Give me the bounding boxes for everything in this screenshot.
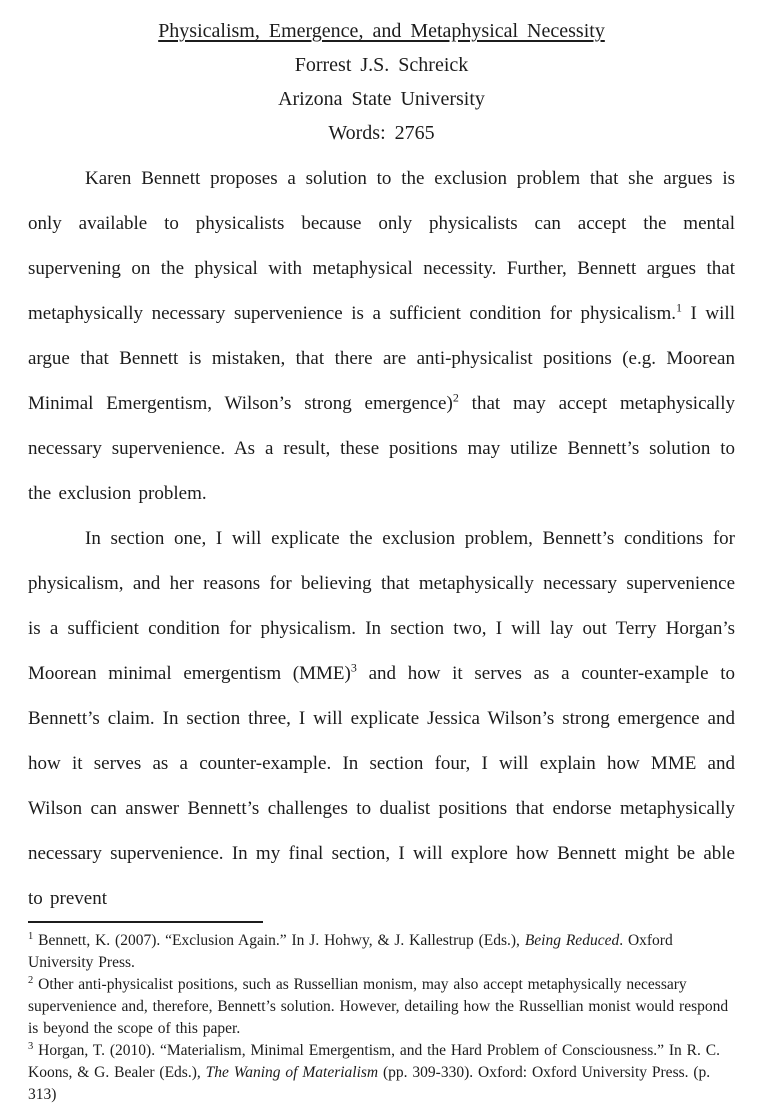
footnote-2: [28, 974, 735, 1040]
footnote-marker-3: 3: [28, 1040, 34, 1052]
paragraph-text: Karen Bennett proposes a solution to the exclusion problem that she argues is only available to physicalists because only physicalists can accept the mental supervening on the physical with metaphysical necessity. Further, Bennett argues that metaphysically necessary supervenience is a sufficient condition for physicalism.: [28, 168, 735, 324]
footnote-book-title: The Waning of Materialism: [205, 1064, 379, 1081]
footnote-text: . Oxford University Press.: [28, 932, 673, 971]
paragraph-text: I will argue that Bennett is mistaken, that there are anti-physicalist positions (e.g. Moorean Minimal Emergentism, Wilson’s strong emergence): [28, 303, 735, 414]
paragraph-text: that may accept metaphysically necessary supervenience. As a result, these positions may utilize Bennett’s solution to the exclusion problem.: [28, 393, 735, 504]
footnote-ref-2: 2: [452, 390, 459, 405]
footnote-1: [28, 930, 735, 974]
paragraph-text: and how it serves as a counter-example to Bennett’s claim. In section three, I will explicate Jessica Wilson’s strong emergence and how it serves as a counter-example. In section four, I will explain how MME and Wilson can answer Bennett’s challenges to dualist positions that endorse metaphysically necessary supervenience. In my final section, I will explore how Bennett might be able to prevent: [28, 663, 735, 909]
body-paragraph-2: [28, 516, 735, 921]
paper-header: [28, 14, 735, 150]
paper-body: [28, 156, 735, 921]
footnote-marker-1: 1: [28, 930, 34, 942]
footnote-marker-2: 2: [28, 974, 34, 986]
author-name: Forrest J.S. Schreick: [294, 54, 469, 76]
footnote-text: (pp. 309-330). Oxford: Oxford University Press. (p. 313): [28, 1064, 711, 1103]
footnote-ref-1: 1: [675, 300, 682, 315]
footnote-text: Other anti-physicalist positions, such as Russellian monism, may also accept metaphysically necessary supervenience and, therefore, Bennett’s solution. However, detailing how the Russellian monist would respond is beyond the scope of this paper.: [28, 976, 729, 1037]
footnote-text: Bennett, K. (2007). “Exclusion Again.” In J. Hohwy, & J. Kallestrup (Eds.),: [33, 932, 525, 949]
footnote-separator: [28, 921, 263, 923]
paper-title: Physicalism, Emergence, and Metaphysical Necessity: [158, 20, 605, 42]
footnote-3: [28, 1040, 735, 1106]
footnote-book-title: Being Reduced: [524, 932, 620, 949]
body-paragraph-1: [28, 156, 735, 516]
paragraph-text: In section one, I will explicate the exclusion problem, Bennett’s conditions for physicalism, and her reasons for believing that metaphysically necessary supervenience is a sufficient condition for physicalism. In section two, I will lay out Terry Horgan’s Moorean minimal emergentism (MME): [28, 528, 735, 684]
footnotes-section: [28, 921, 735, 1106]
affiliation: Arizona State University: [278, 88, 485, 110]
title-line: [28, 14, 735, 48]
word-count: Words: 2765: [328, 122, 435, 144]
footnote-ref-3: 3: [350, 660, 357, 675]
footnote-text: Horgan, T. (2010). “Materialism, Minimal Emergentism, and the Hard Problem of Consciousness.” In R. C. Koons, & G. Bealer (Eds.),: [28, 1042, 720, 1081]
